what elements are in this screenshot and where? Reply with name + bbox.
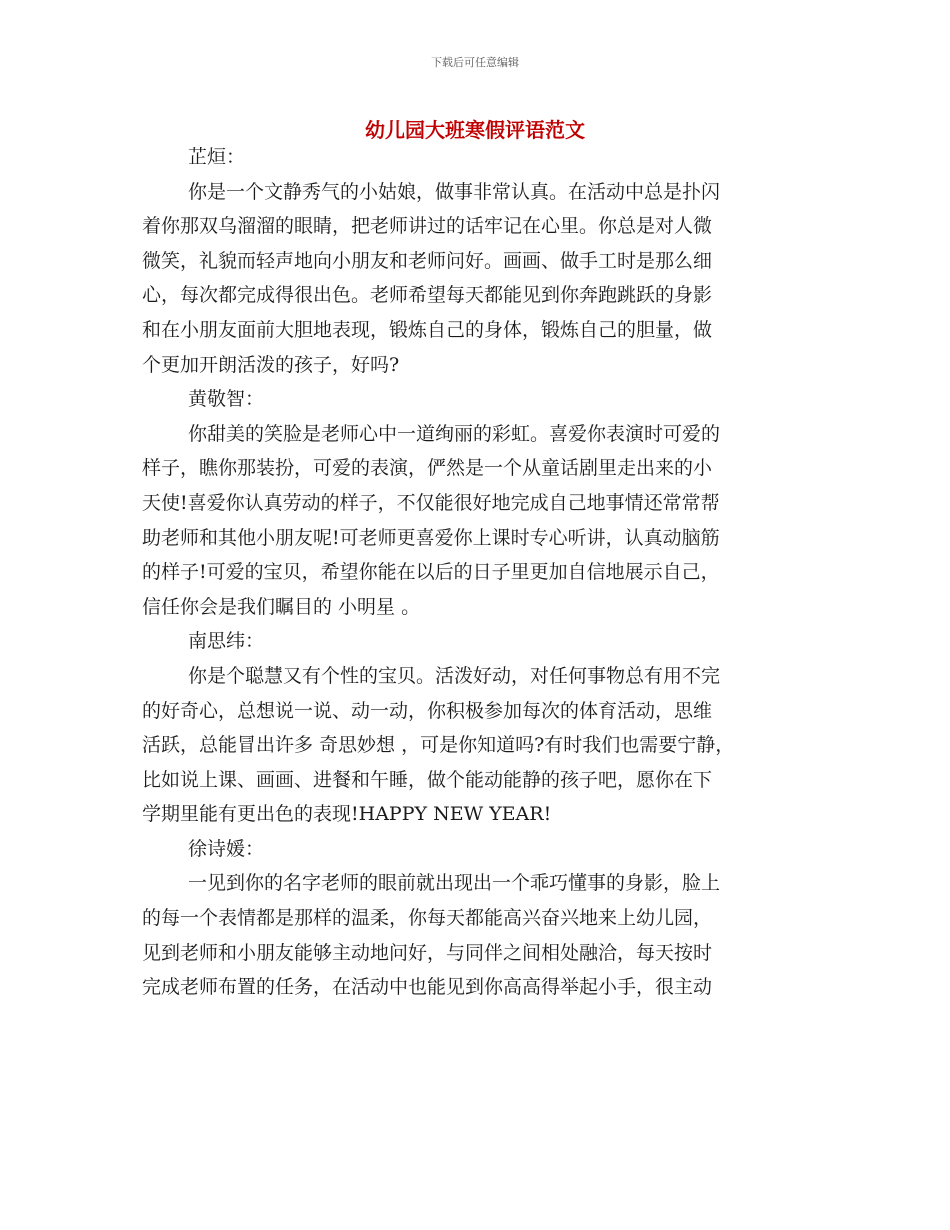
text-line: 个更加开朗活泼的孩子，好吗? (142, 353, 400, 376)
text-line: 的每一个表情都是那样的温柔，你每天都能高兴奋兴地来上幼儿园， (142, 907, 713, 930)
text-line: 你甜美的笑脸是老师心中一道绚丽的彩虹。喜爱你表演时可爱的 (188, 422, 721, 445)
text-line: 比如说上课、画画、进餐和午睡，做个能动能静的孩子吧，愿你在下 (142, 768, 713, 791)
text-line: 样子，瞧你那装扮，可爱的表演，俨然是一个从童话剧里走出来的小 (142, 457, 713, 480)
text-line: 完成老师布置的任务，在活动中也能见到你高高得举起小手，很主动 (142, 976, 713, 999)
text-line: 和在小朋友面前大胆地表现，锻炼自己的身体，锻炼自己的胆量，做 (142, 318, 713, 341)
text-line: 的样子!可爱的宝贝，希望你能在以后的日子里更加自信地展示自己， (142, 561, 720, 584)
text-line: 的好奇心，总想说一说、动一动，你积极参加每次的体育活动，思维 (142, 699, 713, 722)
text-line: 徐诗媛： (188, 837, 265, 860)
text-line: 你是一个文静秀气的小姑娘，做事非常认真。在活动中总是扑闪 (188, 180, 721, 203)
page-header-note: 下载后可任意编辑 (431, 56, 519, 69)
text-line: 见到老师和小朋友能够主动地问好，与同伴之间相处融洽，每天按时 (142, 941, 713, 964)
text-line: 学期里能有更出色的表现!HAPPY NEW YEAR! (142, 803, 552, 826)
text-line: 南思纬： (188, 630, 265, 653)
text-line: 一见到你的名字老师的眼前就出现出一个乖巧懂事的身影，脸上 (188, 872, 721, 895)
text-line: 助老师和其他小朋友呢!可老师更喜爱你上课时专心听讲，认真动脑筋 (142, 526, 720, 549)
text-line: 心，每次都完成得很出色。老师希望每天都能见到你奔跑跳跃的身影 (142, 284, 713, 307)
document-body (142, 140, 822, 1005)
document-title: 幼儿园大班寒假评语范文 (365, 118, 585, 142)
text-line: 信任你会是我们瞩目的 小明星 。 (142, 595, 421, 618)
text-line: 着你那双乌溜溜的眼睛，把老师讲过的话牢记在心里。你总是对人微 (142, 215, 713, 238)
text-line: 活跃，总能冒出许多 奇思妙想 ，可是你知道吗?有时我们也需要宁静， (142, 734, 735, 757)
text-line: 芷烜： (188, 146, 246, 168)
text-line: 你是个聪慧又有个性的宝贝。活泼好动，对任何事物总有用不完 (188, 664, 721, 687)
text-line: 微笑，礼貌而轻声地向小朋友和老师问好。画画、做手工时是那么细 (142, 249, 713, 272)
text-line: 天使!喜爱你认真劳动的样子，不仅能很好地完成自己地事情还常常帮 (142, 491, 720, 514)
text-line: 黄敬智： (188, 388, 265, 411)
